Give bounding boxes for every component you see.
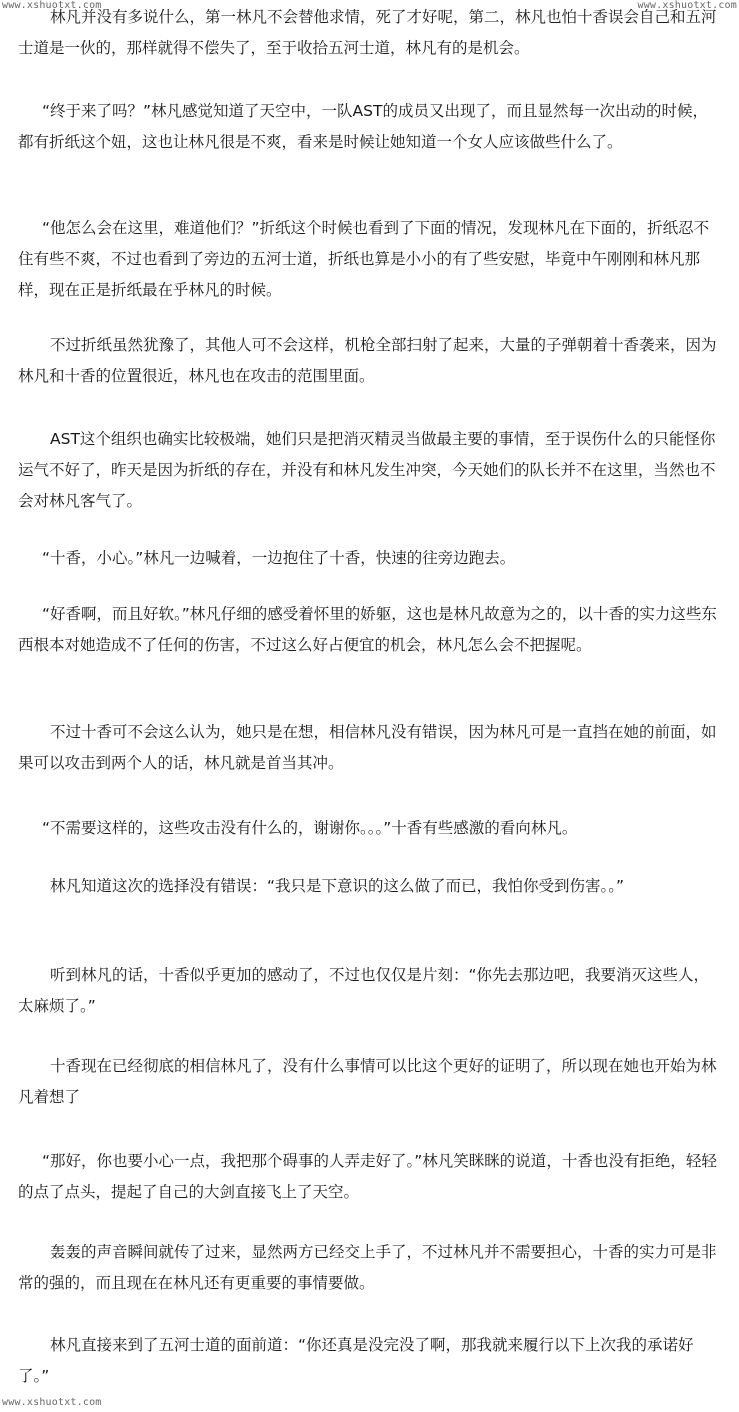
watermark-top-right: www.xshuotxt.com [637, 0, 737, 11]
paragraph-11: 听到林凡的话，十香似乎更加的感动了，不过也仅仅是片刻：“你先去那边吧，我要消灭这些人，太麻烦了。” [18, 966, 710, 1015]
paragraph-14: 轰轰的声音瞬间就传了过来，显然两方已经交上手了，不过林凡并不需要担心，十香的实力可是非常的强的，而且现在在林凡还有更重要的事情要做。 [18, 1243, 717, 1292]
paragraph-2: “终于来了吗？”林凡感觉知道了天空中，一队AST的成员又出现了，而且显然每一次出动的时候，都有折纸这个妞，这也让林凡很是不爽，看来是时候让她知道一个女人应该做些什么了。 [18, 102, 708, 151]
paragraph-1: 林凡并没有多说什么，第一林凡不会替他求情，死了才好呢，第二，林凡也怕十香误会自己和五河士道是一伙的，那样就得不偿失了，至于收拾五河士道，林凡有的是机会。 [18, 8, 717, 57]
paragraph-15: 林凡直接来到了五河士道的面前道：“你还真是没完没了啊，那我就来履行以下上次我的承诺好了。” [18, 1336, 694, 1385]
watermark-bottom-left: www.xshuotxt.com [2, 1397, 102, 1408]
paragraph-7: “好香啊，而且好软。”林凡仔细的感受着怀里的娇躯，这也是林凡故意为之的，以十香的实力这些东西根本对她造成不了任何的伤害，不过这么好占便宜的机会，林凡怎么会不把握呢。 [18, 605, 717, 654]
paragraph-5: AST这个组织也确实比较极端，她们只是把消灭精灵当做最主要的事情，至于误伤什么的只能怪你运气不好了，昨天是因为折纸的存在，并没有和林凡发生冲突，今天她们的队长并不在这里，当然也不会对林凡客气了。 [18, 430, 716, 510]
paragraph-13: “那好，你也要小心一点，我把那个碍事的人弄走好了。”林凡笑眯眯的说道，十香也没有拒绝，轻轻的点了点头，提起了自己的大剑直接飞上了天空。 [18, 1152, 717, 1201]
paragraph-3: “他怎么会在这里，难道他们？”折纸这个时候也看到了下面的情况，发现林凡在下面的，折纸忍不住有些不爽，不过也看到了旁边的五河士道，折纸也算是小小的有了些安慰，毕竟中午刚刚和林凡那样，现在正是折纸最在乎林凡的时候。 [18, 219, 710, 299]
paragraph-10: 林凡知道这次的选择没有错误：“我只是下意识的这么做了而已，我怕你受到伤害。。” [50, 877, 625, 895]
paragraph-9: “不需要这样的，这些攻击没有什么的，谢谢你。。。”十香有些感激的看向林凡。 [42, 819, 578, 837]
paragraph-8: 不过十香可不会这么认为，她只是在想，相信林凡没有错误，因为林凡可是一直挡在她的前面，如果可以攻击到两个人的话，林凡就是首当其冲。 [18, 723, 717, 772]
paragraph-12: 十香现在已经彻底的相信林凡了，没有什么事情可以比这个更好的证明了，所以现在她也开始为林凡着想了 [18, 1057, 717, 1106]
paragraph-4: 不过折纸虽然犹豫了，其他人可不会这样，机枪全部扫射了起来，大量的子弹朝着十香袭来，因为林凡和十香的位置很近，林凡也在攻击的范围里面。 [18, 336, 717, 385]
paragraph-6: “十香，小心。”林凡一边喊着，一边抱住了十香，快速的往旁边跑去。 [42, 549, 516, 567]
watermark-top-left: www.xshuotxt.com [2, 0, 102, 11]
